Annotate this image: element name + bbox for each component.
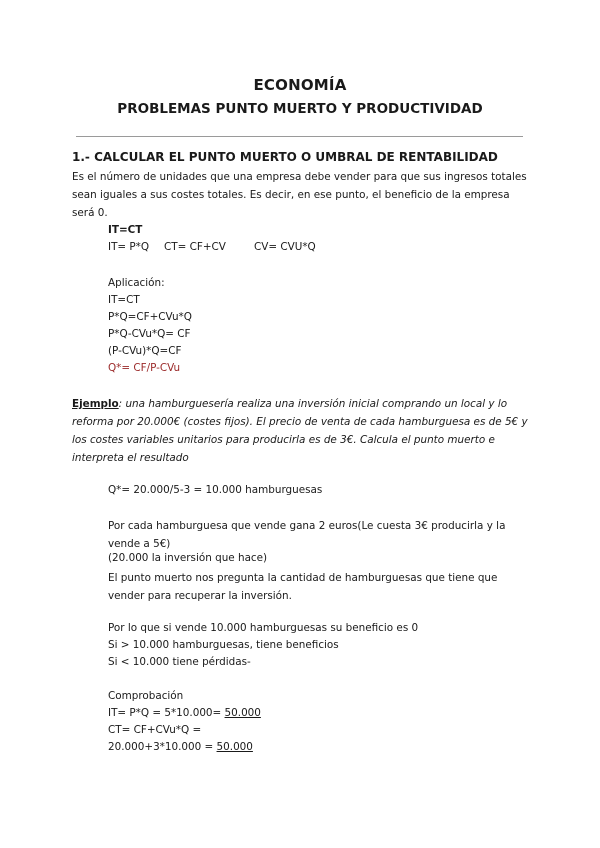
app-line: P*Q=CF+CVu*Q (108, 311, 192, 323)
interpretation-line: Si < 10.000 tiene pérdidas- (108, 656, 251, 668)
example-text: : una hamburguesería realiza una inversión inicial comprando un local y lo reforma por 20.000€ (costes fijos). El precio de venta de cada hamburguesa es de 5€ y los costes variables unitarios para producirla es de 3€. Calcula el punto muerto e interpreta el resultado (72, 398, 528, 464)
example-label: Ejemplo (72, 398, 119, 410)
check-it (108, 707, 261, 719)
formula-cv: CV= CVU*Q (254, 241, 316, 253)
formula-ct: CT= CF+CV (164, 241, 226, 253)
formula-title: IT=CT (108, 224, 143, 236)
explanation-line: El punto muerto nos pregunta la cantidad de hamburguesas que tiene que vender para recuperar la inversión. (108, 572, 498, 602)
document-subtitle: PROBLEMAS PUNTO MUERTO Y PRODUCTIVIDAD (117, 101, 483, 117)
app-line: (P-CVu)*Q=CF (108, 345, 182, 357)
section-heading: 1.- CALCULAR EL PUNTO MUERTO O UMBRAL DE RENTABILIDAD (72, 150, 498, 164)
check-ct2 (108, 741, 253, 753)
example-paragraph (72, 395, 534, 467)
intro-paragraph: Es el número de unidades que una empresa debe vender para que sus ingresos totales sean iguales a sus costes totales. Es decir, en ese punto, el beneficio de la empresa será 0. (72, 171, 527, 219)
check-it-value: 50.000 (224, 707, 261, 719)
explanation-line: (20.000 la inversión que hace) (108, 552, 268, 564)
explanation-line: Por cada hamburguesa que vende gana 2 euros(Le cuesta 3€ producirla y la vende a 5€) (108, 520, 506, 550)
check-ct: CT= CF+CVu*Q = (108, 724, 202, 736)
check-ct2-prefix: 20.000+3*10.000 = (108, 741, 217, 753)
check-ct2-value: 50.000 (216, 741, 253, 753)
check-label: Comprobación (108, 690, 184, 702)
check-it-prefix: IT= P*Q = 5*10.000= (108, 707, 225, 719)
formula-it: IT= P*Q (108, 241, 150, 253)
app-result: Q*= CF/P-CVu (108, 362, 181, 374)
app-line: IT=CT (108, 294, 140, 306)
application-label: Aplicación: (108, 277, 165, 289)
app-line: P*Q-CVu*Q= CF (108, 328, 191, 340)
interpretation-line: Si > 10.000 hamburguesas, tiene beneficios (108, 639, 339, 651)
interpretation-line: Por lo que si vende 10.000 hamburguesas su beneficio es 0 (108, 622, 419, 634)
calc-line: Q*= 20.000/5-3 = 10.000 hamburguesas (108, 484, 323, 496)
document-title: ECONOMÍA (253, 76, 347, 94)
horizontal-divider (76, 136, 523, 137)
